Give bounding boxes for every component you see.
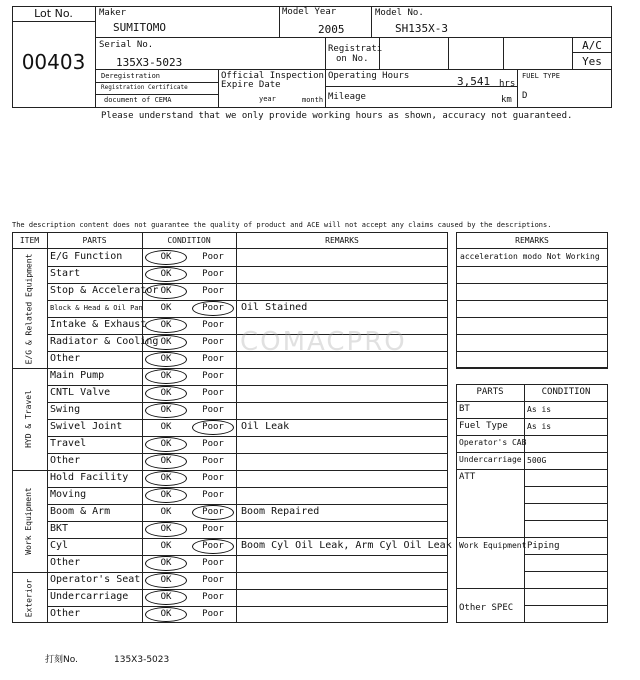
serial-no-value: 135X3-5023 bbox=[116, 56, 183, 69]
remark-text: Oil Stained bbox=[241, 302, 308, 313]
poor-circle-mark bbox=[192, 301, 234, 316]
part-name: Operator's Seat bbox=[50, 574, 141, 585]
poor-option: Poor bbox=[202, 320, 224, 330]
part-name: Main Pump bbox=[50, 370, 105, 381]
ok-circle-mark bbox=[145, 250, 187, 265]
model-no-value: SH135X-3 bbox=[395, 22, 448, 35]
mileage-label: Mileage bbox=[328, 92, 366, 102]
lot-no-label: Lot No. bbox=[34, 7, 73, 20]
ok-circle-mark bbox=[145, 488, 187, 503]
col-condition: CONDITION bbox=[167, 236, 211, 245]
part-name: Radiator & Cooling bbox=[50, 336, 159, 347]
part-name: Swivel Joint bbox=[50, 421, 123, 432]
ok-circle-mark bbox=[145, 369, 187, 384]
ok-option: OK bbox=[160, 371, 172, 381]
ok-circle-mark bbox=[145, 556, 187, 571]
parts-panel-part: Undercarriage bbox=[459, 455, 522, 464]
poor-option: Poor bbox=[202, 337, 224, 347]
accuracy-notice: Please understand that we only provide working hours as shown, accuracy not guaranteed. bbox=[101, 111, 573, 121]
group-label: Work Equipment bbox=[24, 487, 33, 555]
month-label: month bbox=[302, 96, 324, 104]
model-year-label: Model Year bbox=[282, 7, 337, 17]
official-inspection-label-1: Official Inspection bbox=[221, 71, 324, 81]
part-name: Other bbox=[50, 557, 81, 568]
part-name: Hold Facility bbox=[50, 472, 129, 483]
poor-option: Poor bbox=[202, 286, 224, 296]
col-remarks: REMARKS bbox=[325, 236, 359, 245]
ok-option: OK bbox=[160, 541, 172, 551]
ok-circle-mark bbox=[145, 386, 187, 401]
ok-option: OK bbox=[160, 456, 172, 466]
part-name: Start bbox=[50, 268, 81, 279]
ok-option: OK bbox=[160, 388, 172, 398]
model-no-label: Model No. bbox=[375, 8, 424, 18]
remarks-line: acceleration modo Not Working bbox=[460, 252, 600, 261]
part-name: Cyl bbox=[50, 540, 69, 551]
ok-option: OK bbox=[160, 252, 172, 262]
work-equipment-value: Piping bbox=[527, 541, 560, 551]
remark-text: Oil Leak bbox=[241, 421, 290, 432]
poor-option: Poor bbox=[202, 303, 224, 313]
part-name: Intake & Exhaust bbox=[50, 319, 147, 330]
ac-label: A/C bbox=[582, 39, 602, 52]
operating-hours-value: 3,541 bbox=[457, 75, 491, 88]
year-label: year bbox=[259, 95, 276, 103]
ok-circle-mark bbox=[145, 437, 187, 452]
deregistration-label: Deregistration bbox=[101, 72, 161, 80]
registration-label-1: Registrati bbox=[328, 44, 383, 54]
poor-option: Poor bbox=[202, 354, 224, 364]
ok-circle-mark bbox=[145, 284, 187, 299]
maker-label: Maker bbox=[99, 8, 127, 18]
registration-certificate-label: Registration Certificate bbox=[101, 84, 188, 91]
table-row bbox=[47, 266, 448, 283]
remarks-panel-title: REMARKS bbox=[515, 236, 549, 245]
fuel-type-value: D bbox=[522, 91, 528, 101]
ok-circle-mark bbox=[145, 522, 187, 537]
other-spec-label: Other SPEC bbox=[459, 603, 514, 613]
ok-option: OK bbox=[160, 286, 172, 296]
poor-circle-mark bbox=[192, 505, 234, 520]
parts-panel-part: Fuel Type bbox=[459, 421, 508, 431]
parts-panel-condition: 500G bbox=[527, 456, 547, 465]
poor-option: Poor bbox=[202, 558, 224, 568]
ok-circle-mark bbox=[145, 590, 187, 605]
work-equipment-label: Work Equipment bbox=[459, 541, 527, 550]
group-label: Exterior bbox=[24, 578, 33, 617]
ok-option: OK bbox=[160, 575, 172, 585]
part-name: Other bbox=[50, 353, 81, 364]
lot-no-value: 00403 bbox=[21, 50, 86, 74]
part-name: Boom & Arm bbox=[50, 506, 111, 517]
poor-option: Poor bbox=[202, 609, 224, 619]
group-label: HYD & Travel bbox=[24, 390, 33, 448]
table-row bbox=[47, 436, 448, 453]
part-name: Swing bbox=[50, 404, 81, 415]
ok-option: OK bbox=[160, 490, 172, 500]
poor-option: Poor bbox=[202, 388, 224, 398]
poor-circle-mark bbox=[192, 420, 234, 435]
ok-circle-mark bbox=[145, 471, 187, 486]
col-parts: PARTS bbox=[82, 236, 107, 245]
poor-option: Poor bbox=[202, 507, 224, 517]
poor-option: Poor bbox=[202, 405, 224, 415]
poor-option: Poor bbox=[202, 524, 224, 534]
poor-option: Poor bbox=[202, 541, 224, 551]
ok-option: OK bbox=[160, 320, 172, 330]
part-name: Other bbox=[50, 455, 81, 466]
engraving-value: 135X3-5023 bbox=[114, 655, 170, 665]
ok-option: OK bbox=[160, 337, 172, 347]
poor-option: Poor bbox=[202, 490, 224, 500]
parts-panel-part: BT bbox=[459, 404, 470, 414]
poor-option: Poor bbox=[202, 575, 224, 585]
table-row bbox=[47, 351, 448, 368]
ok-option: OK bbox=[160, 592, 172, 602]
group-label: E/G & Related Equipment bbox=[24, 253, 33, 364]
part-name: CNTL Valve bbox=[50, 387, 111, 398]
poor-option: Poor bbox=[202, 252, 224, 262]
poor-option: Poor bbox=[202, 422, 224, 432]
ok-option: OK bbox=[160, 303, 172, 313]
ok-option: OK bbox=[160, 507, 172, 517]
ok-option: OK bbox=[160, 439, 172, 449]
parts-panel-part: Operator's CAB bbox=[459, 438, 527, 447]
part-name: E/G Function bbox=[50, 251, 123, 262]
table-row bbox=[47, 521, 448, 538]
ok-option: OK bbox=[160, 524, 172, 534]
model-year-value: 2005 bbox=[318, 23, 345, 36]
part-name: Block & Head & Oil Pan bbox=[50, 304, 143, 312]
ok-circle-mark bbox=[145, 403, 187, 418]
ok-option: OK bbox=[160, 354, 172, 364]
ok-option: OK bbox=[160, 269, 172, 279]
table-row bbox=[47, 487, 448, 504]
ok-option: OK bbox=[160, 558, 172, 568]
poor-circle-mark bbox=[192, 539, 234, 554]
ok-circle-mark bbox=[145, 335, 187, 350]
km-label: km bbox=[501, 95, 512, 105]
ok-option: OK bbox=[160, 405, 172, 415]
maker-value: SUMITOMO bbox=[113, 21, 166, 34]
registration-label-2: on No. bbox=[336, 54, 369, 64]
ok-circle-mark bbox=[145, 352, 187, 367]
parts-panel-col-condition: CONDITION bbox=[541, 387, 591, 397]
operating-hours-label: Operating Hours bbox=[328, 71, 410, 81]
poor-option: Poor bbox=[202, 456, 224, 466]
table-row bbox=[47, 453, 448, 470]
parts-panel-condition: As is bbox=[527, 422, 552, 431]
serial-no-label: Serial No. bbox=[99, 40, 154, 50]
poor-option: Poor bbox=[202, 592, 224, 602]
table-row bbox=[47, 402, 448, 419]
poor-option: Poor bbox=[202, 473, 224, 483]
ac-value: Yes bbox=[582, 55, 602, 68]
document-of-cema-label: document of CEMA bbox=[104, 96, 172, 104]
part-name: BKT bbox=[50, 523, 69, 534]
part-name: Stop & Accelerator bbox=[50, 285, 159, 296]
poor-option: Poor bbox=[202, 439, 224, 449]
table-row bbox=[47, 606, 448, 623]
engraving-label: 打刻No. bbox=[45, 655, 78, 665]
poor-option: Poor bbox=[202, 371, 224, 381]
poor-option: Poor bbox=[202, 269, 224, 279]
parts-panel-col-parts: PARTS bbox=[476, 387, 504, 397]
fuel-type-label: FUEL TYPE bbox=[522, 72, 560, 80]
disclaimer: The description content does not guarantee the quality of product and ACE will not accept any claims caused by the descriptions. bbox=[12, 221, 552, 229]
table-row bbox=[47, 368, 448, 385]
part-name: Moving bbox=[50, 489, 87, 500]
remark-text: Boom Cyl Oil Leak, Arm Cyl Oil Leak bbox=[241, 540, 452, 551]
ok-circle-mark bbox=[145, 607, 187, 622]
att-label: ATT bbox=[459, 472, 476, 482]
ok-circle-mark bbox=[145, 267, 187, 282]
ok-option: OK bbox=[160, 422, 172, 432]
part-name: Undercarriage bbox=[50, 591, 129, 602]
hrs-label: hrs bbox=[499, 79, 516, 89]
ok-circle-mark bbox=[145, 573, 187, 588]
ok-circle-mark bbox=[145, 318, 187, 333]
part-name: Other bbox=[50, 608, 81, 619]
col-item: ITEM bbox=[19, 236, 40, 245]
ok-option: OK bbox=[160, 473, 172, 483]
remark-text: Boom Repaired bbox=[241, 506, 320, 517]
ok-option: OK bbox=[160, 609, 172, 619]
watermark: COMACPRO bbox=[240, 327, 407, 357]
table-row bbox=[47, 555, 448, 572]
ok-circle-mark bbox=[145, 454, 187, 469]
official-inspection-label-2: Expire Date bbox=[221, 80, 281, 90]
part-name: Travel bbox=[50, 438, 87, 449]
parts-panel-condition: As is bbox=[527, 405, 552, 414]
